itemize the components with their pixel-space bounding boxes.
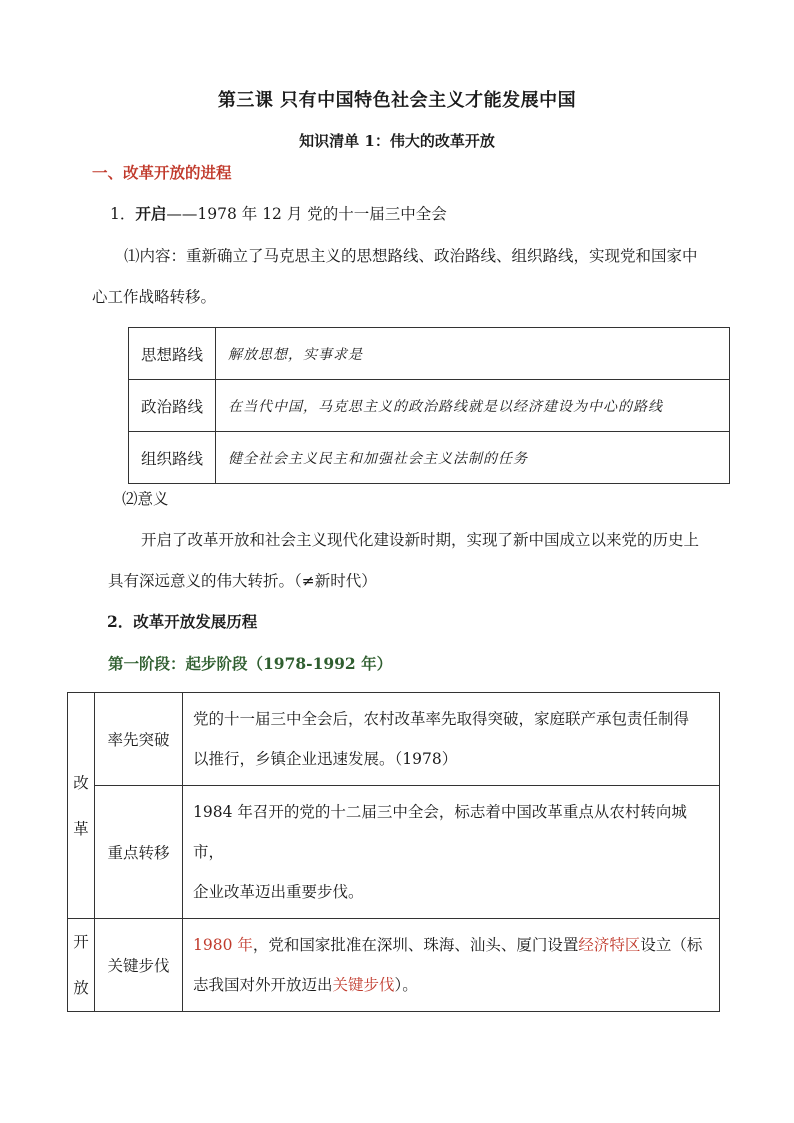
stage-table <box>67 692 720 1012</box>
page-subtitle: 知识清单 1：伟大的改革开放 <box>299 132 495 150</box>
line-key: 思想路线 <box>129 328 216 380</box>
significance-line-2: 具有深远意义的伟大转折。（≠新时代） <box>108 572 377 590</box>
significance-line-1: 开启了改革开放和社会主义现代化建设新时期，实现了新中国成立以来党的历史上 <box>141 531 700 549</box>
item-1-number: 1． <box>110 205 136 223</box>
desc-text: ，党和国家批准在深圳、珠海、汕头、厦门设置 <box>252 936 579 954</box>
table-row <box>129 380 730 432</box>
desc-text: ）。 <box>394 976 418 994</box>
desc-line: 1984 年召开的党的十二届三中全会，标志着中国改革重点从农村转向城市， <box>193 803 687 861</box>
highlight-step: 关键步伐 <box>332 976 395 994</box>
desc-text: 志我国对外开放迈出 <box>193 976 333 994</box>
lines-table <box>128 327 730 484</box>
highlight-zone: 经济特区 <box>578 936 641 954</box>
reform-char: 革 <box>73 819 89 838</box>
line-value: 健全社会主义民主和加强社会主义法制的任务 <box>216 432 730 484</box>
table-row <box>68 919 720 1012</box>
item-1-label: 开启 <box>135 204 167 223</box>
line-key: 组织路线 <box>129 432 216 484</box>
desc-text: 设立（标 <box>640 936 703 954</box>
highlight-year: 1980 年 <box>193 936 253 954</box>
desc-line: 党的十一届三中全会后，农村改革率先取得突破，家庭联产承包责任制得 <box>193 710 690 728</box>
reform-char: 改 <box>73 773 89 792</box>
desc-line <box>193 965 709 1005</box>
item-1-heading <box>110 204 447 224</box>
open-cell <box>68 919 95 1012</box>
desc-line: 企业改革迈出重要步伐。 <box>193 883 364 901</box>
table-row <box>68 786 720 919</box>
stage-1-heading: 第一阶段：起步阶段（1978-1992 年） <box>108 654 393 673</box>
content-line-2: 心工作战略转移。 <box>92 288 217 306</box>
reform-cell <box>68 693 95 919</box>
row-desc <box>183 919 720 1012</box>
line-value: 在当代中国，马克思主义的政治路线就是以经济建设为中心的路线 <box>216 380 730 432</box>
section-heading: 一、改革开放的进程 <box>92 163 232 182</box>
significance-label: ⑵意义 <box>122 490 169 508</box>
row-desc <box>183 786 720 919</box>
content-line-1: ⑴内容：重新确立了马克思主义的思想路线、政治路线、组织路线，实现党和国家中 <box>124 247 698 265</box>
row-label: 关键步伐 <box>95 919 183 1012</box>
desc-line <box>193 925 709 965</box>
open-char: 放 <box>73 979 89 997</box>
item-2-heading: 2．改革开放发展历程 <box>107 612 258 631</box>
row-desc <box>183 693 720 786</box>
table-row <box>129 328 730 380</box>
desc-line: 以推行，乡镇企业迅速发展。（1978） <box>193 750 458 768</box>
line-value: 解放思想，实事求是 <box>216 328 730 380</box>
page-title: 第三课 只有中国特色社会主义才能发展中国 <box>217 90 577 111</box>
open-char: 开 <box>73 933 89 951</box>
row-label: 重点转移 <box>95 786 183 919</box>
line-key: 政治路线 <box>129 380 216 432</box>
table-row <box>129 432 730 484</box>
row-label: 率先突破 <box>95 693 183 786</box>
table-row <box>68 693 720 786</box>
item-1-text: ——1978 年 12 月 党的十一届三中全会 <box>166 205 447 223</box>
